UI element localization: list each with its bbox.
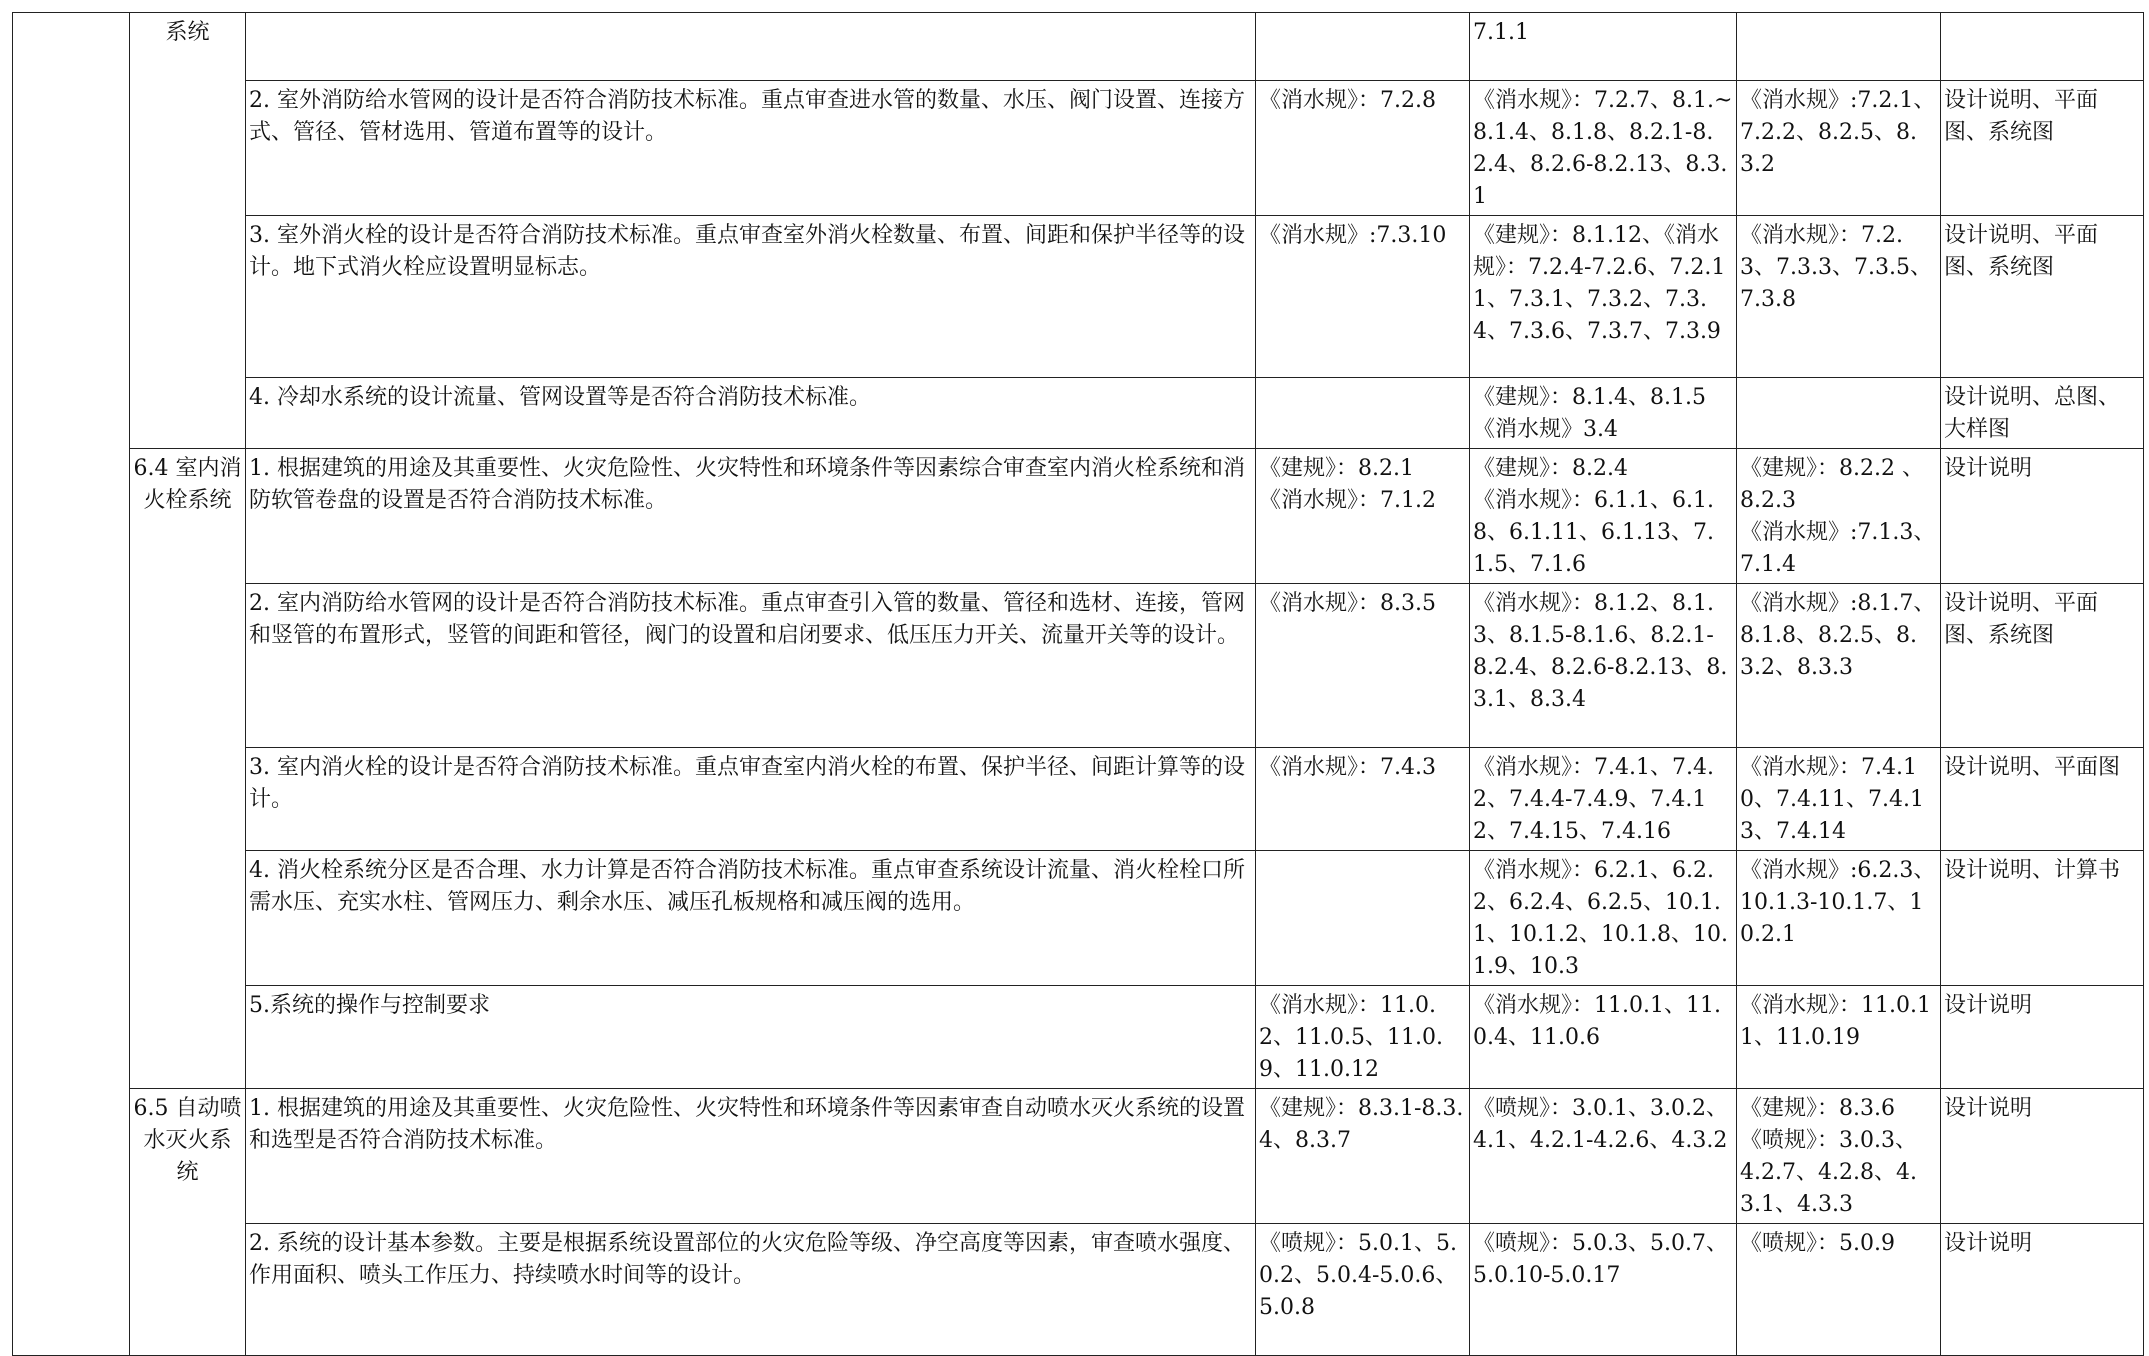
- section-cell: [13, 13, 130, 1356]
- table-row: [13, 13, 2144, 81]
- general-ref: 《消水规》：7.2.3、7.3.3、7.3.5、7.3.8: [1737, 216, 1941, 378]
- general-ref: 《建规》：8.2.2 、8.2.3 《消水规》:7.1.3、7.1.4: [1737, 449, 1941, 584]
- mandatory-ref: 《喷规》：5.0.1、5.0.2、5.0.4-5.0.6、5.0.8: [1256, 1224, 1470, 1356]
- review-content: 4. 消火栓系统分区是否合理、水力计算是否符合消防技术标准。重点审查系统设计流量、消火栓栓口所需水压、充实水柱、管网压力、剩余水压、减压孔板规格和减压阀的选用。: [246, 851, 1256, 986]
- standard-ref: 《消水规》：7.2.7、8.1.~8.1.4、8.1.8、8.2.1-8.2.4、8.2.6-8.2.13、8.3.1: [1470, 81, 1737, 216]
- standard-ref: 《消水规》：6.2.1、6.2.2、6.2.4、6.2.5、10.1.1、10.1.2、10.1.8、10.1.9、10.3: [1470, 851, 1737, 986]
- standard-ref: 《建规》：8.1.4、8.1.5 《消水规》3.4: [1470, 378, 1737, 449]
- standard-ref: 《喷规》：3.0.1、3.0.2、4.1、4.2.1-4.2.6、4.3.2: [1470, 1089, 1737, 1224]
- table-row: [13, 378, 2144, 449]
- review-content: 1. 根据建筑的用途及其重要性、火灾危险性、火灾特性和环境条件等因素综合审查室内消火栓系统和消防软管卷盘的设置是否符合消防技术标准。: [246, 449, 1256, 584]
- mandatory-ref: 《消水规》：7.2.8: [1256, 81, 1470, 216]
- table-row: [13, 1224, 2144, 1356]
- review-docs: 设计说明、平面图、系统图: [1941, 216, 2144, 378]
- general-ref: [1737, 378, 1941, 449]
- general-ref: 《建规》：8.3.6 《喷规》：3.0.3、4.2.7、4.2.8、4.3.1、4.3.3: [1737, 1089, 1941, 1224]
- standard-ref: 《建规》：8.2.4 《消水规》：6.1.1、6.1.8、6.1.11、6.1.13、7.1.5、7.1.6: [1470, 449, 1737, 584]
- review-content: 3. 室外消火栓的设计是否符合消防技术标准。重点审查室外消火栓数量、布置、间距和保护半径等的设计。地下式消火栓应设置明显标志。: [246, 216, 1256, 378]
- mandatory-ref: [1256, 13, 1470, 81]
- mandatory-ref: 《消水规》：7.4.3: [1256, 748, 1470, 851]
- table-row: [13, 986, 2144, 1089]
- review-content: 1. 根据建筑的用途及其重要性、火灾危险性、火灾特性和环境条件等因素审查自动喷水灭火系统的设置和选型是否符合消防技术标准。: [246, 1089, 1256, 1224]
- review-content: 3. 室内消火栓的设计是否符合消防技术标准。重点审查室内消火栓的布置、保护半径、间距计算等的设计。: [246, 748, 1256, 851]
- standard-ref: 《消水规》：8.1.2、8.1.3、8.1.5-8.1.6、8.2.1-8.2.4、8.2.6-8.2.13、8.3.1、8.3.4: [1470, 584, 1737, 748]
- general-ref: [1737, 13, 1941, 81]
- review-content: 2. 室内消防给水管网的设计是否符合消防技术标准。重点审查引入管的数量、管径和选材、连接，管网和竖管的布置形式，竖管的间距和管径，阀门的设置和启闭要求、低压压力开关、流量开关等的设计。: [246, 584, 1256, 748]
- review-docs: 设计说明、总图、大样图: [1941, 378, 2144, 449]
- review-content: 5.系统的操作与控制要求: [246, 986, 1256, 1089]
- review-docs: 设计说明、平面图、系统图: [1941, 81, 2144, 216]
- review-docs: 设计说明、平面图、系统图: [1941, 584, 2144, 748]
- table-row: [13, 449, 2144, 584]
- review-docs: [1941, 13, 2144, 81]
- table-row: [13, 584, 2144, 748]
- mandatory-ref: [1256, 851, 1470, 986]
- general-ref: 《消水规》：7.4.10、7.4.11、7.4.13、7.4.14: [1737, 748, 1941, 851]
- standard-ref: 《喷规》：5.0.3、5.0.7、5.0.10-5.0.17: [1470, 1224, 1737, 1356]
- review-docs: 设计说明、计算书: [1941, 851, 2144, 986]
- review-content: 4. 冷却水系统的设计流量、管网设置等是否符合消防技术标准。: [246, 378, 1256, 449]
- general-ref: 《消水规》:8.1.7、8.1.8、8.2.5、8.3.2、8.3.3: [1737, 584, 1941, 748]
- mandatory-ref: 《建规》：8.3.1-8.3.4、8.3.7: [1256, 1089, 1470, 1224]
- mandatory-ref: 《消水规》:7.3.10: [1256, 216, 1470, 378]
- mandatory-ref: [1256, 378, 1470, 449]
- general-ref: 《消水规》：11.0.11、11.0.19: [1737, 986, 1941, 1089]
- review-content: 2. 室外消防给水管网的设计是否符合消防技术标准。重点审查进水管的数量、水压、阀门设置、连接方式、管径、管材选用、管道布置等的设计。: [246, 81, 1256, 216]
- standard-ref: 《建规》：8.1.12、《消水规》：7.2.4-7.2.6、7.2.11、7.3.1、7.3.2、7.3.4、7.3.6、7.3.7、7.3.9: [1470, 216, 1737, 378]
- mandatory-ref: 《消水规》：11.0.2、11.0.5、11.0.9、11.0.12: [1256, 986, 1470, 1089]
- review-docs: 设计说明、平面图: [1941, 748, 2144, 851]
- table-row: [13, 216, 2144, 378]
- mandatory-ref: 《消水规》：8.3.5: [1256, 584, 1470, 748]
- general-ref: 《喷规》：5.0.9: [1737, 1224, 1941, 1356]
- table-row: [13, 851, 2144, 986]
- subsection-cell: 6.5 自动喷水灭火系统: [130, 1089, 246, 1356]
- review-docs: 设计说明: [1941, 986, 2144, 1089]
- general-ref: 《消水规》:6.2.3、10.1.3-10.1.7、10.2.1: [1737, 851, 1941, 986]
- review-docs: 设计说明: [1941, 1089, 2144, 1224]
- subsection-cell: 系统: [130, 13, 246, 449]
- fire-review-table: [12, 12, 2144, 1356]
- review-docs: 设计说明: [1941, 449, 2144, 584]
- review-docs: 设计说明: [1941, 1224, 2144, 1356]
- standard-ref: 《消水规》：11.0.1、11.0.4、11.0.6: [1470, 986, 1737, 1089]
- subsection-cell: 6.4 室内消火栓系统: [130, 449, 246, 1089]
- review-content: 2. 系统的设计基本参数。主要是根据系统设置部位的火灾危险等级、净空高度等因素，审查喷水强度、作用面积、喷头工作压力、持续喷水时间等的设计。: [246, 1224, 1256, 1356]
- mandatory-ref: 《建规》：8.2.1 《消水规》：7.1.2: [1256, 449, 1470, 584]
- review-sheet: [12, 12, 2144, 1356]
- table-row: [13, 81, 2144, 216]
- table-row: [13, 748, 2144, 851]
- table-row: [13, 1089, 2144, 1224]
- review-content: [246, 13, 1256, 81]
- standard-ref: 7.1.1: [1470, 13, 1737, 81]
- general-ref: 《消水规》:7.2.1、7.2.2、8.2.5、8.3.2: [1737, 81, 1941, 216]
- standard-ref: 《消水规》：7.4.1、7.4.2、7.4.4-7.4.9、7.4.12、7.4.15、7.4.16: [1470, 748, 1737, 851]
